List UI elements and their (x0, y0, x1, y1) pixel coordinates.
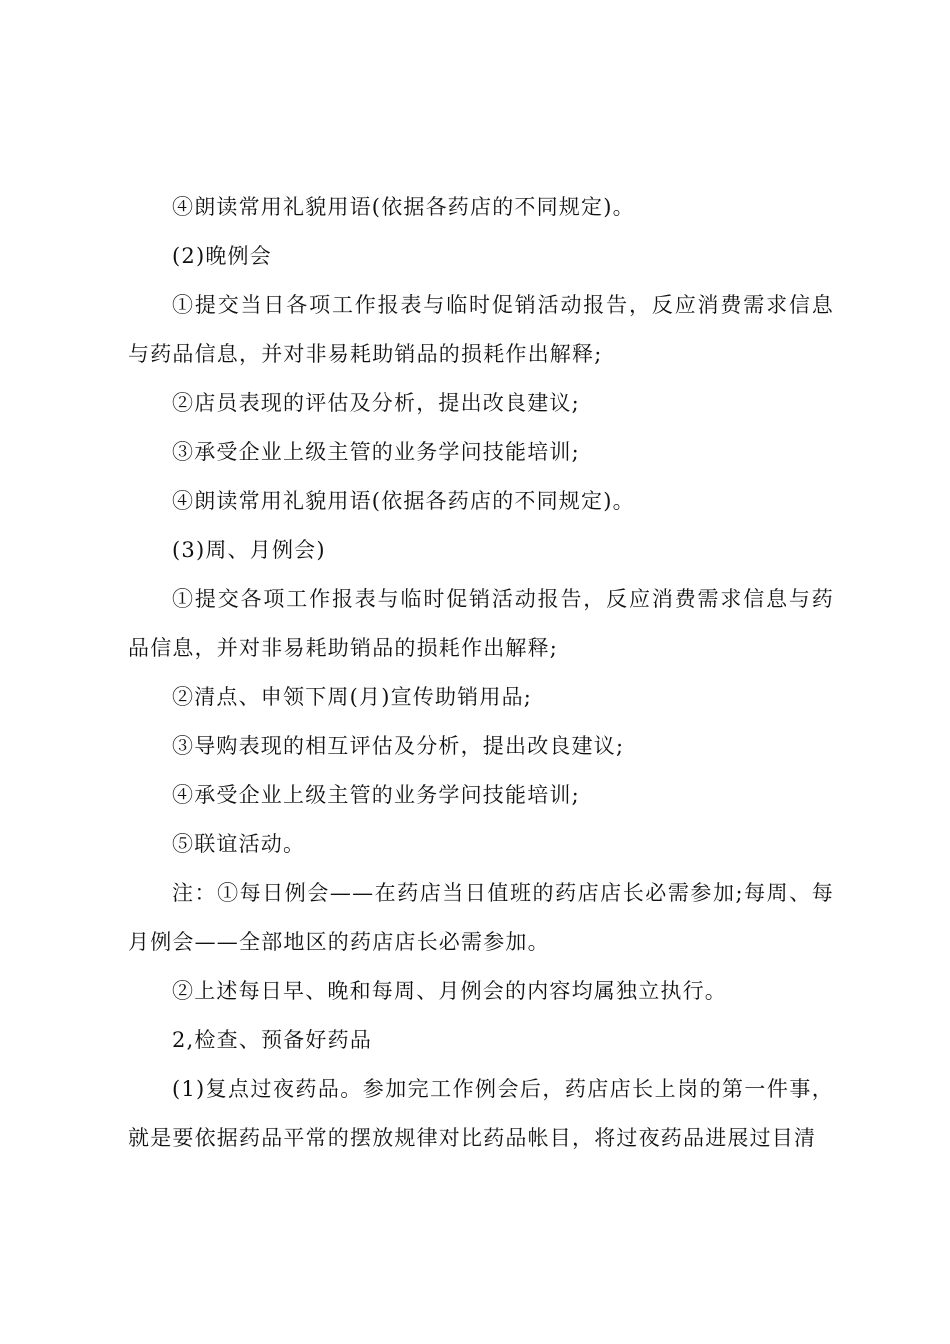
paragraph: ④朗读常用礼貌用语(依据各药店的不同规定)。 (172, 489, 635, 513)
paragraph: ①提交当日各项工作报表与临时促销活动报告，反应消费需求信息与药品信息，并对非易耗助销品的损耗作出解释; (128, 293, 834, 366)
paragraph: ⑤联谊活动。 (172, 832, 306, 856)
section-heading: (2)晚例会 (172, 244, 272, 268)
paragraph: ②店员表现的评估及分析，提出改良建议; (172, 391, 580, 415)
paragraph: ③导购表现的相互评估及分析，提出改良建议; (172, 734, 625, 758)
paragraph: ①提交各项工作报表与临时促销活动报告，反应消费需求信息与药品信息，并对非易耗助销品的损耗作出解释; (128, 587, 834, 660)
section-heading: (3)周、月例会) (172, 538, 326, 562)
note-paragraph: 注：①每日例会——在药店当日值班的药店店长必需参加;每周、每月例会——全部地区的药店店长必需参加。 (128, 881, 834, 954)
paragraph: ②清点、申领下周(月)宣传助销用品; (172, 685, 533, 709)
paragraph: ③承受企业上级主管的业务学问技能培训; (172, 440, 580, 464)
paragraph: ④朗读常用礼貌用语(依据各药店的不同规定)。 (172, 195, 635, 219)
note-paragraph: ②上述每日早、晚和每周、月例会的内容均属独立执行。 (172, 979, 727, 1003)
paragraph: (1)复点过夜药品。参加完工作例会后，药店店长上岗的第一件事，就是要依据药品平常的摆放规律对比药品帐目，将过夜药品进展过目清 (128, 1077, 834, 1150)
paragraph: ④承受企业上级主管的业务学问技能培训; (172, 783, 580, 807)
section-heading: 2,检查、预备好药品 (172, 1028, 373, 1052)
document-body (128, 183, 834, 1163)
